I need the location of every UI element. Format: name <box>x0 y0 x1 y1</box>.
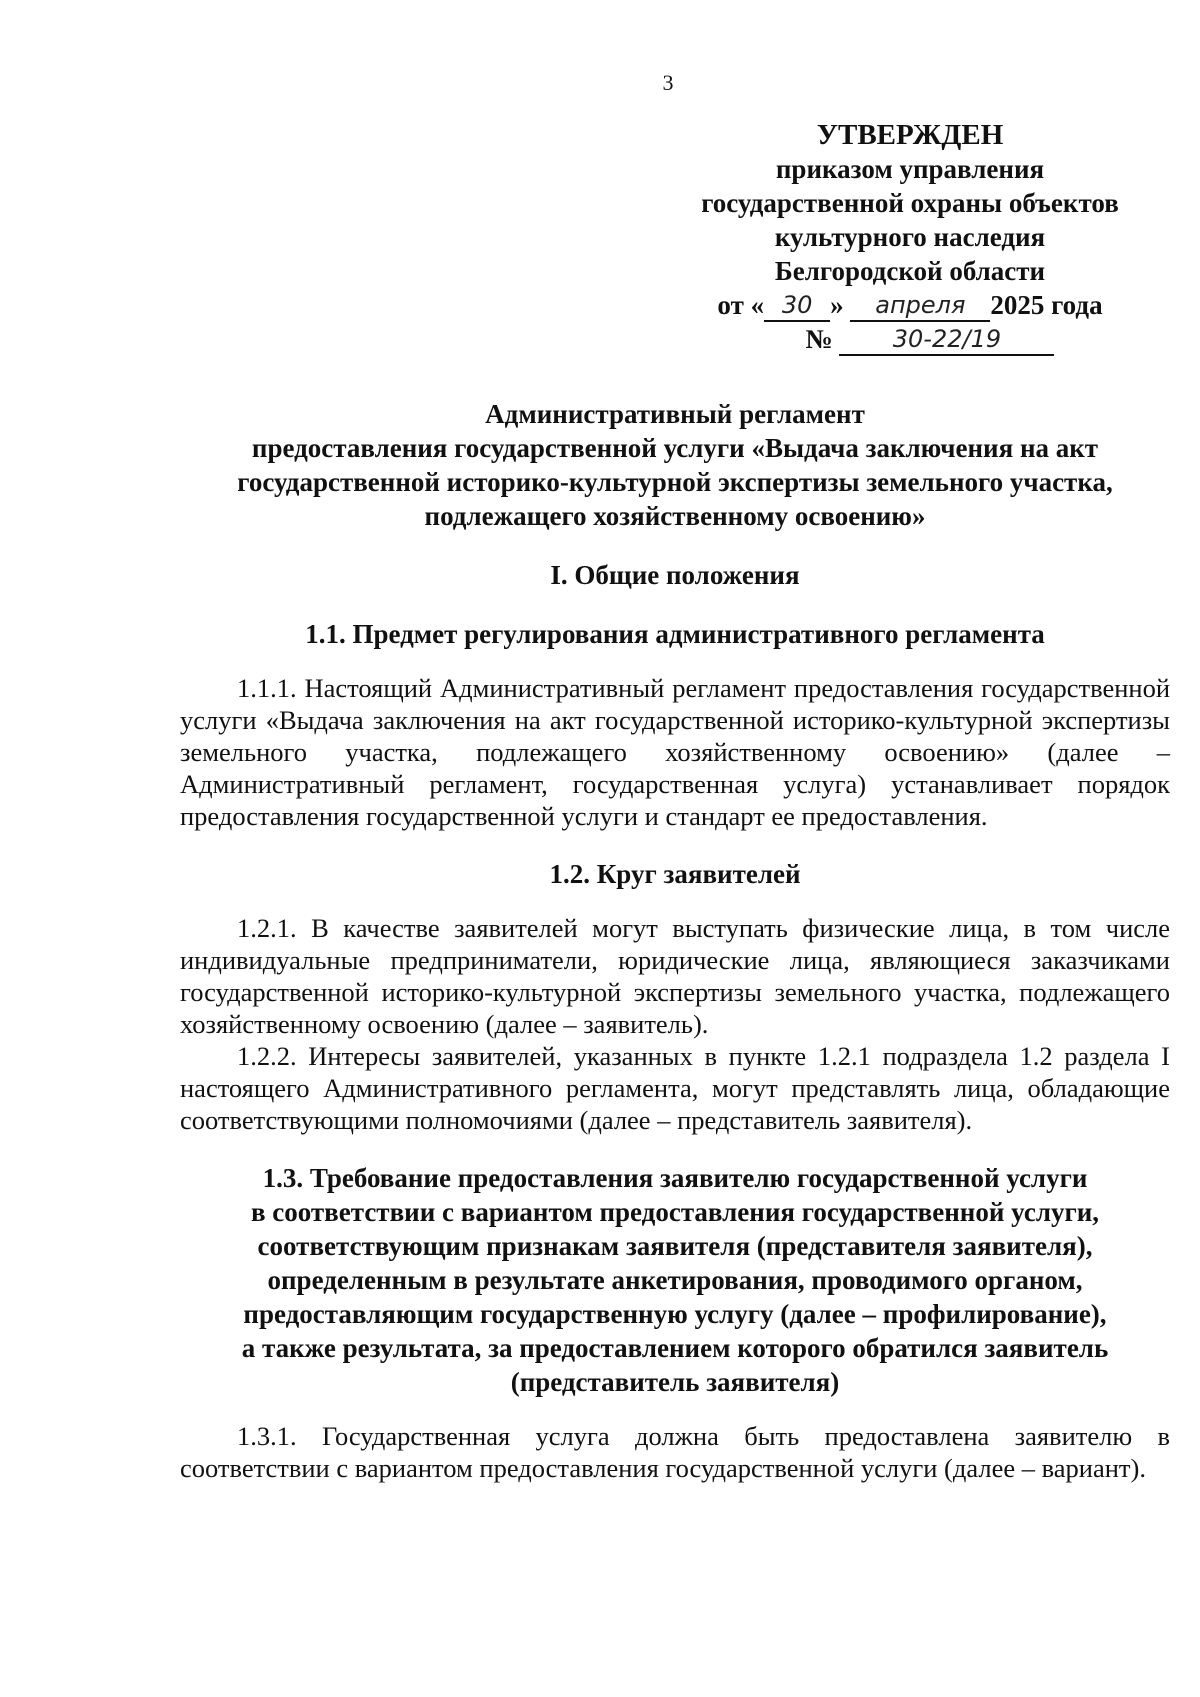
subsection-heading-1-2: 1.2. Круг заявителей <box>549 859 801 889</box>
date-prefix: от « <box>717 290 765 320</box>
title-line: государственной историко-культурной экспертизы земельного участка, <box>237 467 1113 497</box>
heading-line: соответствующим признакам заявителя (представителя заявителя), <box>257 1231 1093 1261</box>
subsection-heading-1-1: 1.1. Предмет регулирования административного регламента <box>305 619 1045 649</box>
section-heading: I. Общие положения <box>550 560 800 590</box>
title-line: подлежащего хозяйственному освоению» <box>424 501 926 531</box>
number-prefix: № <box>805 324 833 354</box>
paragraph-1-2-2: 1.2.2. Интересы заявителей, указанных в пункте 1.2.1 подраздела 1.2 раздела I настоящего Административного регламента, могут представлять лица, обладающие соответствующими полномочиями (далее – представитель заявителя). <box>180 1041 1170 1135</box>
document-title <box>180 397 1170 533</box>
date-day-handwritten: 30 <box>764 290 830 322</box>
document-body <box>180 397 1170 1484</box>
approval-date-line <box>680 288 1140 322</box>
approval-title: УТВЕРЖДЕН <box>816 119 1004 151</box>
paragraph-1-2-1: 1.2.1. В качестве заявителей могут выступать физические лица, в том числе индивидуальные предприниматели, юридические лица, являющиеся заказчиками государственной историко-культурной экспертизы земельного участка, подлежащего хозяйственному освоению (далее – заявитель). <box>180 913 1170 1039</box>
date-mid: » <box>830 290 844 320</box>
heading-line: (представитель заявителя) <box>510 1367 840 1397</box>
approval-line: Белгородской области <box>774 256 1046 286</box>
date-suffix: 2025 года <box>990 290 1103 320</box>
approval-line: приказом управления <box>775 154 1045 184</box>
paragraph-1-1-1: 1.1.1. Настоящий Административный регламент предоставления государственной услуги «Выдача заключения на акт государственной историко-культурной экспертизы земельного участка, подлежащего хозяйственному освоению» (далее – Административный регламент, государственная услуга) устанавливает порядок предоставления государственной услуги и стандарт ее предоставления. <box>180 673 1170 831</box>
page-number: 3 <box>662 70 674 95</box>
heading-line: в соответствии с вариантом предоставления государственной услуги, <box>250 1197 1100 1227</box>
date-month-handwritten: апреля <box>850 290 990 322</box>
heading-line: 1.3. Требование предоставления заявителю государственной услуги <box>262 1163 1088 1193</box>
subsection-heading-1-3 <box>180 1161 1170 1399</box>
approval-stamp-block <box>680 118 1140 356</box>
order-number-handwritten: 30-22/19 <box>839 324 1054 356</box>
heading-line: а также результата, за предоставлением которого обратился заявитель <box>241 1333 1109 1363</box>
approval-line: государственной охраны объектов <box>701 188 1119 218</box>
approval-line: культурного наследия <box>774 222 1046 252</box>
title-line: предоставления государственной услуги «Выдача заключения на акт <box>251 433 1099 463</box>
heading-line: определенным в результате анкетирования, проводимого органом, <box>267 1265 1083 1295</box>
heading-line: предоставляющим государственную услугу (далее – профилирование), <box>243 1299 1107 1329</box>
paragraph-1-3-1: 1.3.1. Государственная услуга должна быть предоставлена заявителю в соответствии с вариантом предоставления государственной услуги (далее – вариант). <box>180 1421 1170 1483</box>
title-line: Административный регламент <box>485 399 865 429</box>
approval-number-line <box>680 322 1140 356</box>
